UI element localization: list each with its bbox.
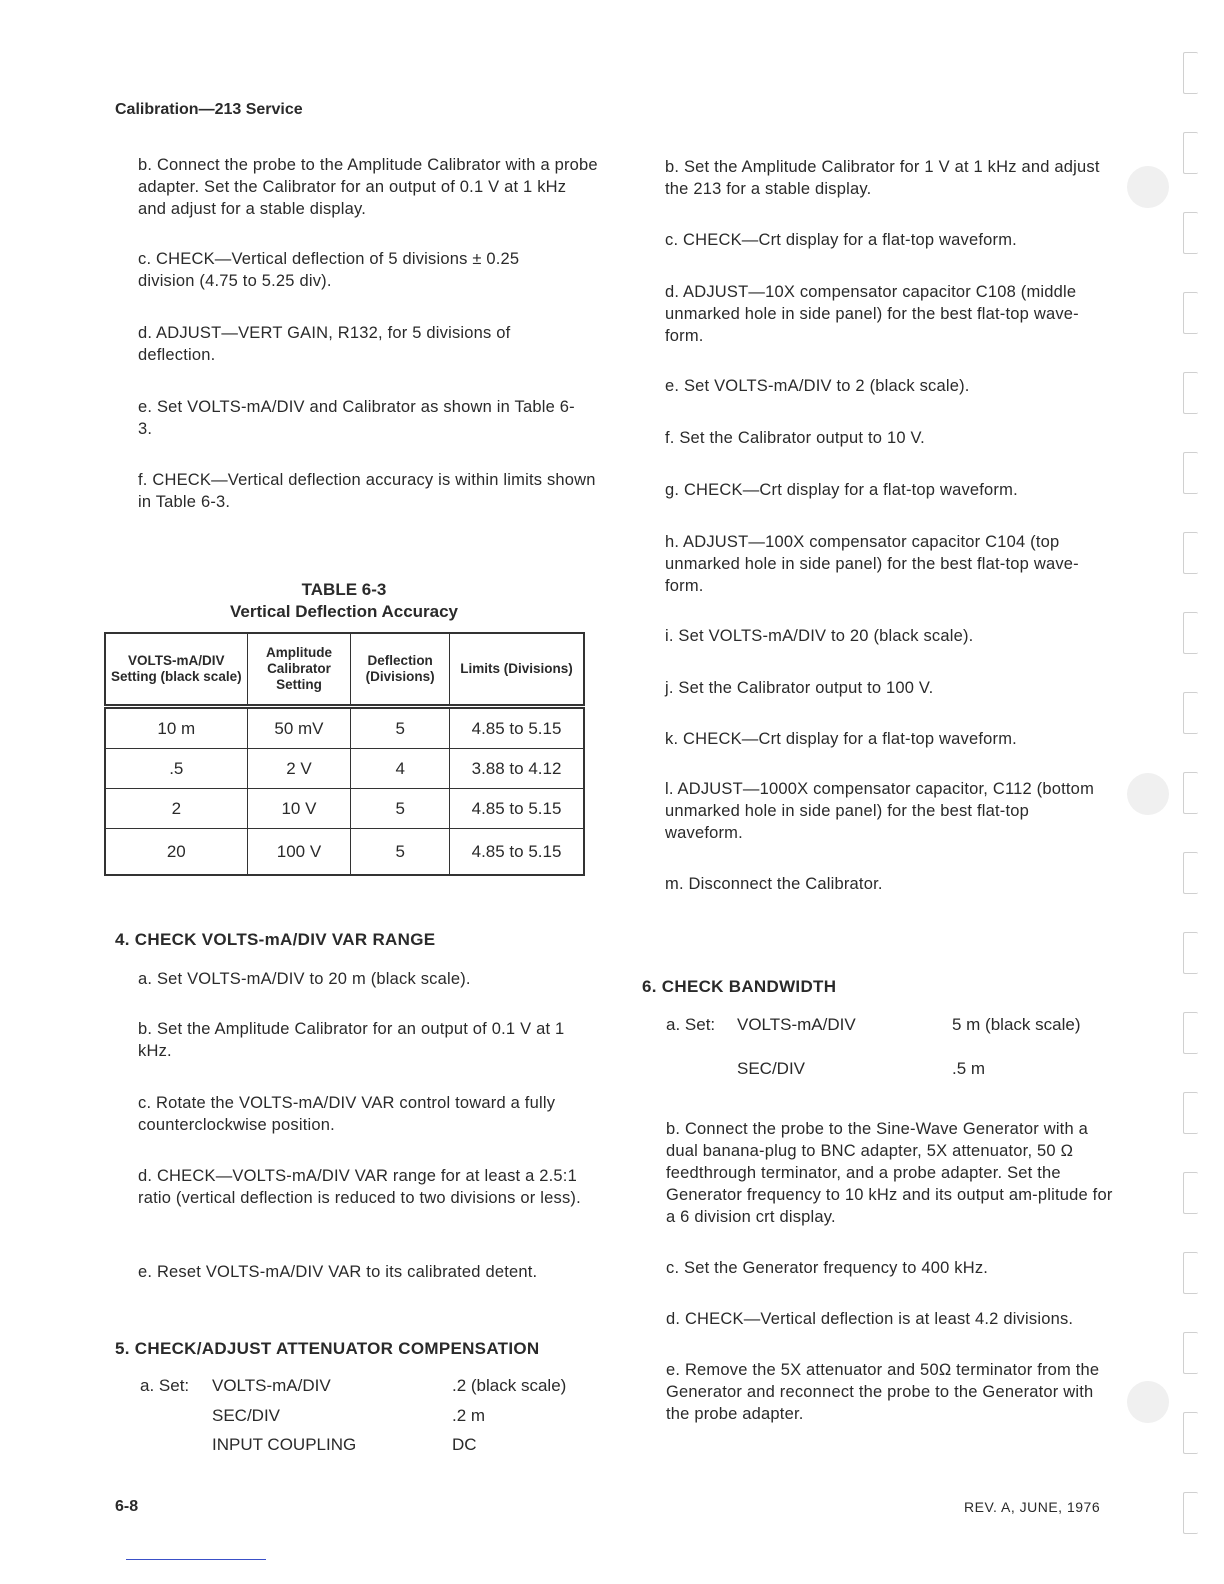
setting-name: SEC/DIV <box>212 1406 281 1425</box>
right-step-g: g. CHECK—Crt display for a flat-top waveform. <box>665 481 1018 499</box>
binder-tab <box>1183 1012 1198 1054</box>
right-step-j: j. Set the Calibrator output to 100 V. <box>665 679 934 697</box>
binder-tab <box>1183 1092 1198 1134</box>
setting-value: .2 (black scale) <box>452 1376 567 1395</box>
binder-tab <box>1183 292 1198 334</box>
table-row <box>105 707 584 749</box>
section-4-step-b: b. Set the Amplitude Calibrator for an output of 0.1 V at 1 kHz. <box>138 1020 565 1060</box>
left-step-c: c. CHECK—Vertical deflection of 5 divisions ± 0.25 division (4.75 to 5.25 div). <box>138 250 520 290</box>
scan-underline-mark <box>126 1559 266 1560</box>
cell-limits: 3.88 to 4.12 <box>450 749 584 789</box>
binder-tab <box>1183 692 1198 734</box>
left-step-e: e. Set VOLTS-mA/DIV and Calibrator as shown in Table 6-3. <box>138 398 575 438</box>
right-step-l: l. ADJUST—1000X compensator capacitor, C112 (bottom unmarked hole in side panel) for the best flat-top waveform. <box>665 780 1095 842</box>
setting-name: SEC/DIV <box>737 1059 806 1078</box>
section-4-heading: 4. CHECK VOLTS-mA/DIV VAR RANGE <box>115 930 436 949</box>
setting-value: .2 m <box>452 1406 486 1425</box>
binder-tab <box>1183 772 1198 814</box>
right-step-m: m. Disconnect the Calibrator. <box>665 875 883 893</box>
binder-hole <box>1127 1381 1169 1423</box>
right-step-c: c. CHECK—Crt display for a flat-top waveform. <box>665 231 1017 249</box>
binder-hole <box>1127 166 1169 208</box>
left-step-b: b. Connect the probe to the Amplitude Calibrator with a probe adapter. Set the Calibrator for an output of 0.1 V at 1 kHz and adjust for a stable display. <box>138 156 598 218</box>
section-4-step-d: d. CHECK—VOLTS-mA/DIV VAR range for at least a 2.5:1 ratio (vertical deflection is reduced to two divisions or less). <box>138 1167 581 1207</box>
binder-tab <box>1183 1332 1198 1374</box>
setting-value: .5 m <box>952 1059 986 1078</box>
cell-deflection: 5 <box>351 707 450 749</box>
left-step-f: f. CHECK—Vertical deflection accuracy is within limits shown in Table 6-3. <box>138 471 596 511</box>
cell-volts: 20 <box>105 829 247 876</box>
section-5-set-label: a. Set: <box>140 1376 190 1395</box>
right-step-h: h. ADJUST—100X compensator capacitor C104 (top unmarked hole in side panel) for the best flat-top wave-form. <box>665 533 1079 595</box>
binder-tab <box>1183 1492 1198 1534</box>
cell-deflection: 5 <box>351 829 450 876</box>
section-6-step-e: e. Remove the 5X attenuator and 50Ω terminator from the Generator and reconnect the probe to the Generator with the probe adapter. <box>666 1361 1100 1423</box>
left-step-d: d. ADJUST—VERT GAIN, R132, for 5 divisions of deflection. <box>138 324 511 364</box>
column-header-volts: VOLTS-mA/DIV Setting (black scale) <box>105 633 247 707</box>
binder-tab <box>1183 1172 1198 1214</box>
section-6-heading: 6. CHECK BANDWIDTH <box>642 977 837 996</box>
table-header-row <box>105 633 584 707</box>
right-step-d: d. ADJUST—10X compensator capacitor C108 (middle unmarked hole in side panel) for the best flat-top wave-form. <box>665 283 1079 345</box>
right-step-k: k. CHECK—Crt display for a flat-top waveform. <box>665 730 1017 748</box>
table-row <box>105 789 584 829</box>
cell-calibrator: 50 mV <box>247 707 351 749</box>
page-header: Calibration—213 Service <box>115 101 303 118</box>
section-6-step-c: c. Set the Generator frequency to 400 kHz. <box>666 1259 989 1277</box>
binder-tab <box>1183 932 1198 974</box>
cell-calibrator: 10 V <box>247 789 351 829</box>
page-number: 6-8 <box>115 1498 139 1515</box>
cell-deflection: 4 <box>351 749 450 789</box>
binder-tab <box>1183 52 1198 94</box>
right-step-e: e. Set VOLTS-mA/DIV to 2 (black scale). <box>665 377 970 395</box>
cell-limits: 4.85 to 5.15 <box>450 707 584 749</box>
binder-tab <box>1183 612 1198 654</box>
vertical-deflection-table <box>104 632 585 876</box>
column-header-deflection: Deflection (Divisions) <box>351 633 450 707</box>
right-step-b: b. Set the Amplitude Calibrator for 1 V at 1 kHz and adjust the 213 for a stable display. <box>665 158 1100 198</box>
cell-volts: 10 m <box>105 707 247 749</box>
binder-tab <box>1183 212 1198 254</box>
right-step-f: f. Set the Calibrator output to 10 V. <box>665 429 925 447</box>
binder-tab <box>1183 852 1198 894</box>
section-6-step-d: d. CHECK—Vertical deflection is at least 4.2 divisions. <box>666 1310 1074 1328</box>
revision-note: REV. A, JUNE, 1976 <box>964 1499 1101 1515</box>
setting-value: DC <box>452 1435 477 1454</box>
binder-tab <box>1183 1412 1198 1454</box>
table-subtitle: Vertical Deflection Accuracy <box>229 602 459 621</box>
section-4-step-e: e. Reset VOLTS-mA/DIV VAR to its calibrated detent. <box>138 1263 538 1281</box>
cell-volts: 2 <box>105 789 247 829</box>
column-header-calibrator: Amplitude Calibrator Setting <box>247 633 351 707</box>
binder-tab <box>1183 532 1198 574</box>
section-4-step-a: a. Set VOLTS-mA/DIV to 20 m (black scale). <box>138 970 471 988</box>
cell-limits: 4.85 to 5.15 <box>450 789 584 829</box>
binder-hole <box>1127 773 1169 815</box>
setting-name: VOLTS-mA/DIV <box>212 1376 331 1395</box>
cell-calibrator: 100 V <box>247 829 351 876</box>
table-row <box>105 749 584 789</box>
cell-limits: 4.85 to 5.15 <box>471 841 562 861</box>
section-4-step-c: c. Rotate the VOLTS-mA/DIV VAR control toward a fully counterclockwise position. <box>138 1094 556 1134</box>
section-6-step-b: b. Connect the probe to the Sine-Wave Generator with a dual banana-plug to BNC adapter, 5X attenuator, 50 Ω feedthrough terminator, and a probe adapter. Set the Generator frequency to 10 kHz and its output am-plitude for a 6 division crt display. <box>666 1120 1113 1226</box>
table-title: TABLE 6-3 <box>301 580 387 599</box>
right-step-i: i. Set VOLTS-mA/DIV to 20 (black scale). <box>665 627 974 645</box>
binder-tab <box>1183 1252 1198 1294</box>
setting-value: 5 m (black scale) <box>952 1015 1081 1034</box>
section-5-heading: 5. CHECK/ADJUST ATTENUATOR COMPENSATION <box>115 1339 540 1358</box>
section-6-set-label: a. Set: <box>666 1015 716 1034</box>
cell-volts: .5 <box>105 749 247 789</box>
setting-name: VOLTS-mA/DIV <box>737 1015 856 1034</box>
binder-tab <box>1183 132 1198 174</box>
setting-name: INPUT COUPLING <box>212 1435 357 1454</box>
binder-tab <box>1183 372 1198 414</box>
binder-tab <box>1183 452 1198 494</box>
column-header-limits: Limits (Divisions) <box>450 633 584 707</box>
cell-deflection: 5 <box>351 789 450 829</box>
table-row <box>105 829 584 876</box>
cell-calibrator: 2 V <box>247 749 351 789</box>
